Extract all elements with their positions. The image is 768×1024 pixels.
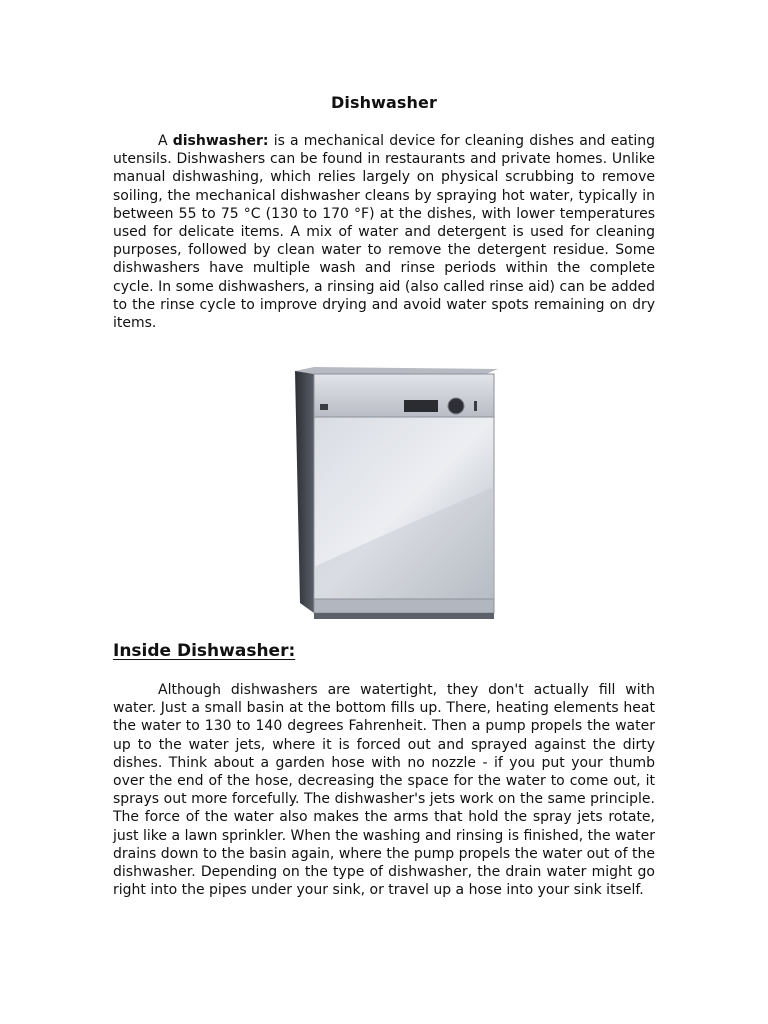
intro-text: is a mechanical device for cleaning dishes and eating utensils. Dishwashers can be found in restaurants and private homes. Unlike manual dishwashing, which relies largely on physical scrubbing to remove soiling, the mechanical dishwasher cleans by spraying hot water, typically in between 55 to 75 °C (130 to 170 °F) at the dishes, with lower temperatures used for delicate items. A mix of water and detergent is used for cleaning purposes, followed by clean water to remove the detergent residue. Some dishwashers have multiple wash and rinse periods within the complete cycle. In some dishwashers, a rinsing aid (also called rinse aid) can be added to the rinse cycle to improve drying and avoid water spots remaining on dry items.	[113, 133, 656, 332]
dishwasher-illustration	[290, 367, 502, 623]
dishwasher-base	[314, 613, 494, 619]
dishwasher-image	[290, 367, 502, 623]
intro-term: dishwasher:	[172, 133, 269, 149]
kick-plate	[314, 599, 494, 613]
dishwasher-side	[295, 371, 314, 613]
intro-paragraph	[113, 132, 655, 332]
section-heading: Inside Dishwasher:	[113, 641, 296, 661]
intro-lead: A	[158, 133, 173, 149]
door-handle-icon	[474, 401, 477, 411]
dishwasher-top	[295, 367, 498, 374]
section-paragraph: Although dishwashers are watertight, they don't actually fill with water. Just a small basin at the bottom fills up. There, heating elements heat the water to 130 to 140 degrees Fahrenheit. Then a pump propels the water up to the water jets, where it is forced out and sprayed against the dirty dishes. Think about a garden hose with no nozzle - if you put your thumb over the end of the hose, decreasing the space for the water to come out, it sprays out more forcefully. The dishwasher's jets work on the same principle. The force of the water also makes the arms that hold the spray jets rotate, just like a lawn sprinkler. When the washing and rinsing is finished, the water drains down to the basin again, where the pump propels the water out of the dishwasher. Depending on the type of dishwasher, the drain water might go right into the pipes under your sink, or travel up a hose into your sink itself.	[113, 682, 655, 899]
display-screen	[404, 400, 438, 412]
dial-knob-icon	[448, 398, 464, 414]
power-button-icon	[320, 404, 328, 410]
page-title: Dishwasher	[331, 93, 437, 112]
